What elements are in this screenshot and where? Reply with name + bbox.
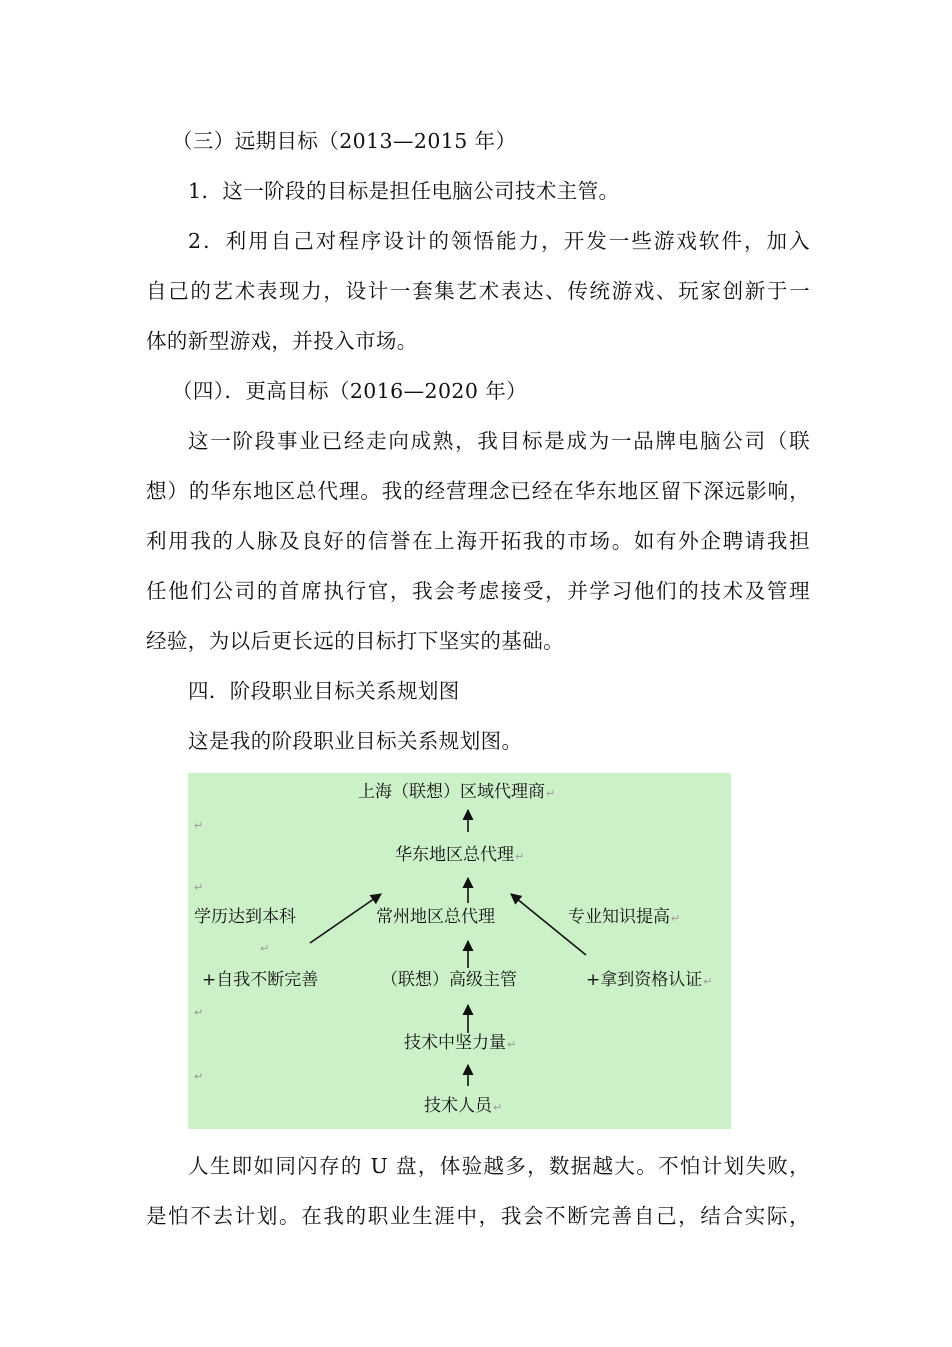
node-knowledge: 专业知识提高↵: [568, 907, 681, 927]
section-heading: 四．阶段职业目标关系规划图: [188, 679, 460, 703]
paragraph-line: 想）的华东地区总代理。我的经营理念已经在华东地区留下深远影响，: [146, 479, 810, 503]
node-self-improve: +自我不断完善: [202, 970, 319, 990]
paragraph-line: 这是我的阶段职业目标关系规划图。: [188, 729, 523, 753]
career-goal-diagram: [188, 773, 731, 1129]
node-east-china: 华东地区总代理↵: [395, 845, 525, 865]
paragraph-line: 人生即如同闪存的 U 盘，体验越多，数据越大。不怕计划失败，: [188, 1154, 810, 1178]
paragraph-mark: ↵: [194, 819, 204, 832]
diagram-arrows: [188, 773, 731, 1129]
paragraph-line: 1．这一阶段的目标是担任电脑公司技术主管。: [188, 179, 620, 203]
paragraph-line: 经验，为以后更长远的目标打下坚实的基础。: [146, 629, 564, 653]
paragraph-mark: ↵: [194, 881, 204, 894]
paragraph-line: 这一阶段事业已经走向成熟，我目标是成为一品牌电脑公司（联: [188, 429, 810, 453]
node-top: 上海（联想）区域代理商↵: [358, 782, 556, 802]
node-senior: （联想）高级主管: [381, 970, 517, 990]
paragraph-line: 体的新型游戏，并投入市场。: [146, 329, 418, 353]
paragraph-line: 自己的艺术表现力，设计一套集艺术表达、传统游戏、玩家创新于一: [146, 279, 810, 303]
node-backbone: 技术中坚力量↵: [404, 1033, 517, 1053]
paragraph-line: 利用我的人脉及良好的信誉在上海开拓我的市场。如有外企聘请我担: [146, 529, 810, 553]
heading-long-term-goal: （三）远期目标（2013—2015 年）: [172, 129, 517, 153]
node-changzhou: 常州地区总代理: [376, 907, 495, 927]
node-staff: 技术人员↵: [424, 1096, 503, 1116]
paragraph-line: 任他们公司的首席执行官，我会考虑接受，并学习他们的技术及管理: [146, 579, 810, 603]
paragraph-mark: ↵: [194, 1070, 204, 1083]
node-education: 学历达到本科: [194, 907, 296, 927]
paragraph-mark: ↵: [194, 1006, 204, 1019]
paragraph-line: 是怕不去计划。在我的职业生涯中，我会不断完善自己，结合实际，: [146, 1204, 810, 1228]
node-certificate: +拿到资格认证↵: [586, 970, 713, 990]
paragraph-mark: ↵: [260, 942, 270, 955]
heading-higher-goal: （四）．更高目标（2016—2020 年）: [172, 379, 528, 403]
paragraph-line: 2．利用自己对程序设计的领悟能力，开发一些游戏软件，加入: [188, 229, 810, 253]
arrow-diag-left: [310, 894, 381, 943]
